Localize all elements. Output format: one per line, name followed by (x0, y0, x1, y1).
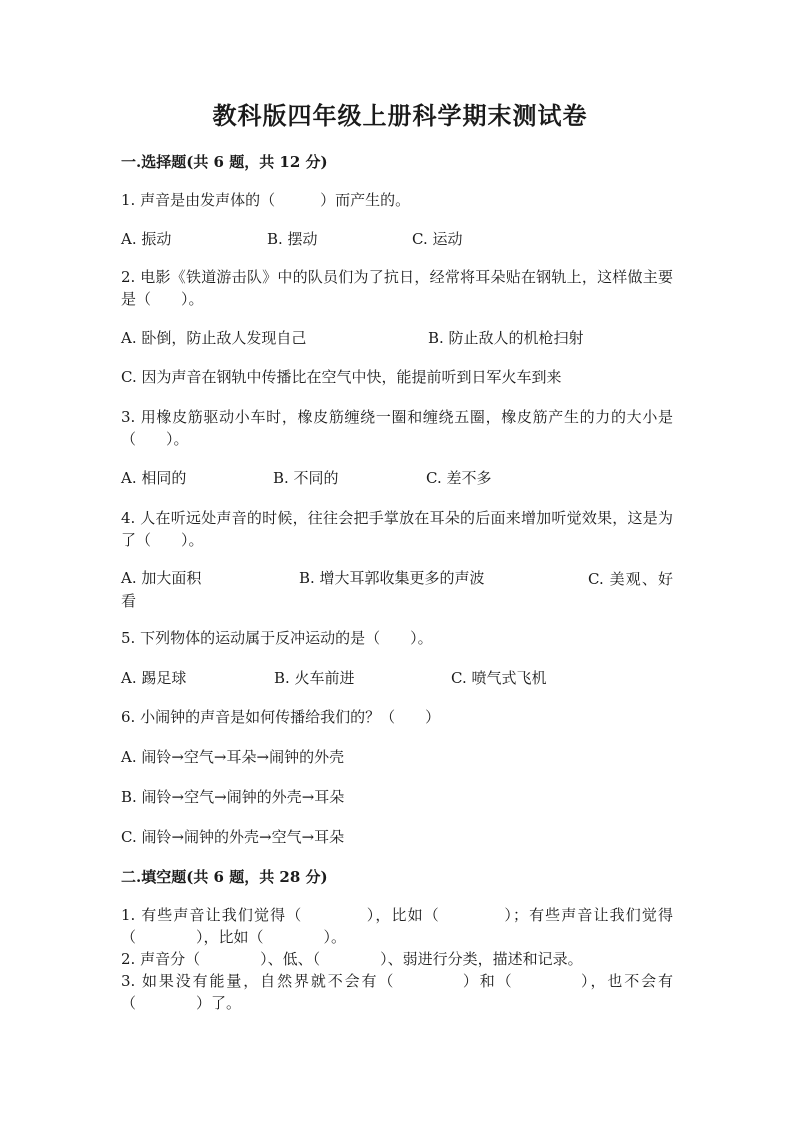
question-1-option-c: C. 运动 (412, 230, 463, 248)
question-4-stem: 4. 人在听远处声音的时候，往往会把手掌放在耳朵的后面来增加听觉效果，这是为了（ ）。 (121, 509, 673, 549)
question-2-option-a: A. 卧倒，防止敌人发现自己 (121, 329, 307, 347)
question-6-option-b: B. 闹铃→空气→闹钟的外壳→耳朵 (121, 788, 345, 806)
question-5-option-a: A. 踢足球 (121, 669, 187, 687)
question-2-option-c: C. 因为声音在钢轨中传播比在空气中快，能提前听到日军火车到来 (121, 368, 562, 386)
question-3-option-a: A. 相同的 (121, 469, 187, 487)
question-6-option-a: A. 闹铃→空气→耳朵→闹钟的外壳 (121, 748, 345, 766)
question-6-stem: 6. 小闹钟的声音是如何传播给我们的？（ ） (121, 708, 441, 726)
question-1-option-b: B. 摆动 (267, 230, 318, 248)
section-2-heading: 二.填空题(共 6 题，共 28 分) (121, 868, 328, 886)
question-5-stem: 5. 下列物体的运动属于反冲运动的是（ ）。 (121, 629, 433, 647)
fill-question-1: 1. 有些声音让我们觉得（ ），比如（ ）；有些声音让我们觉得（ ），比如（ ）。 (121, 906, 673, 946)
question-2-option-b: B. 防止敌人的机枪扫射 (428, 329, 584, 347)
question-5-option-c: C. 喷气式飞机 (451, 669, 547, 687)
question-1-option-a: A. 振动 (121, 230, 172, 248)
question-1-stem: 1. 声音是由发声体的（ ）而产生的。 (121, 191, 411, 209)
page-title: 教科版四年级上册科学期末测试卷 (212, 101, 588, 130)
question-2-stem: 2. 电影《铁道游击队》中的队员们为了抗日，经常将耳朵贴在钢轨上，这样做主要是（ ）。 (121, 268, 673, 308)
question-4-option-c: C. 美观、好看 (121, 570, 673, 610)
question-6-option-c: C. 闹铃→闹钟的外壳→空气→耳朵 (121, 828, 345, 846)
question-3-stem: 3. 用橡皮筋驱动小车时，橡皮筋缠绕一圈和缠绕五圈，橡皮筋产生的力的大小是（ ）。 (121, 408, 673, 448)
question-3-option-b: B. 不同的 (273, 469, 339, 487)
fill-question-3: 3. 如果没有能量，自然界就不会有（ ）和（ ），也不会有（ ）了。 (121, 972, 673, 1012)
question-5-option-b: B. 火车前进 (274, 669, 355, 687)
fill-question-2: 2. 声音分（ ）、低、（ ）、弱进行分类，描述和记录。 (121, 950, 583, 968)
question-4-option-b: B. 增大耳郭收集更多的声波 (299, 569, 485, 587)
question-4-option-a: A. 加大面积 (121, 569, 202, 587)
question-3-option-c: C. 差不多 (426, 469, 492, 487)
section-1-heading: 一.选择题(共 6 题，共 12 分) (121, 153, 328, 171)
